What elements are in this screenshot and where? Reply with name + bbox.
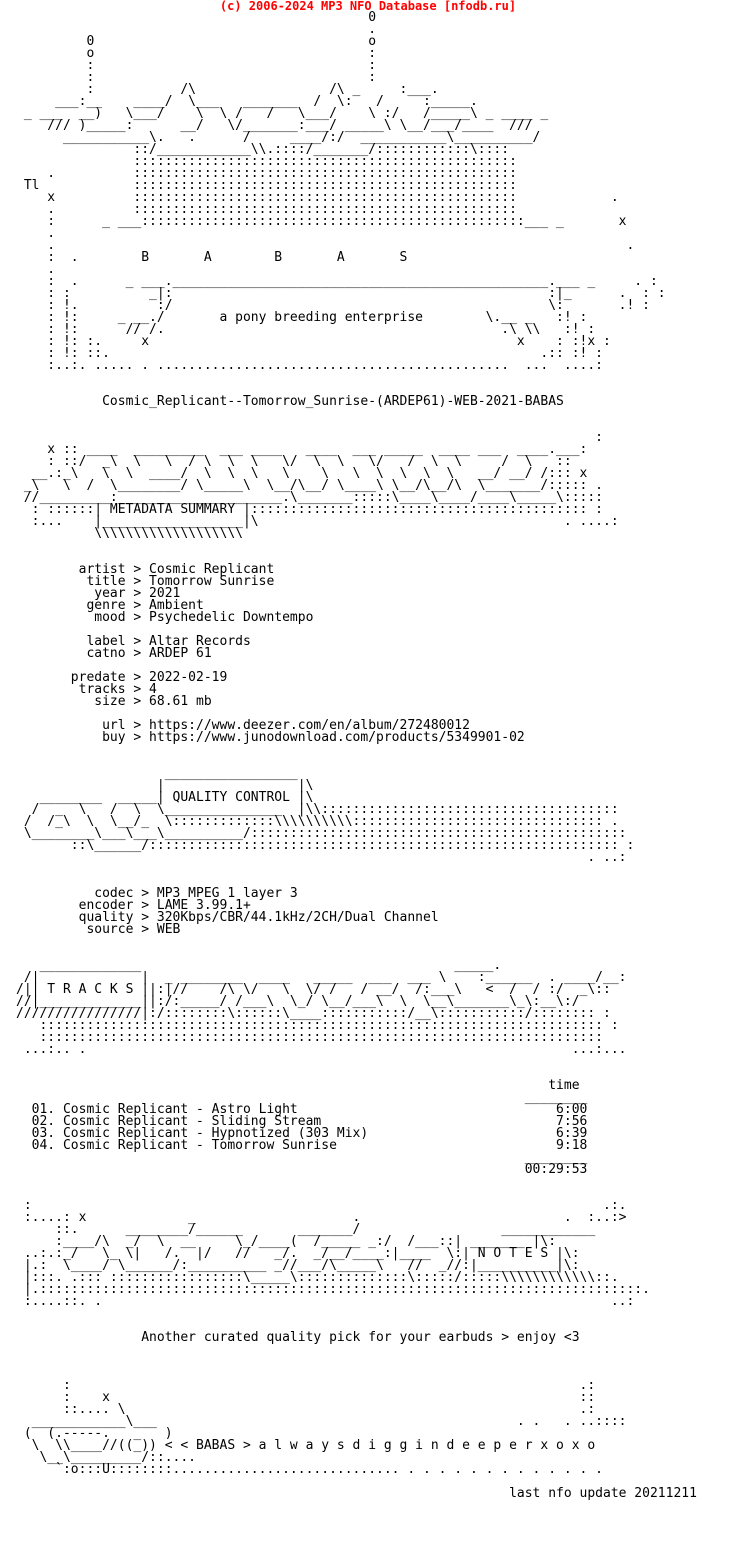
nfo-ascii-document: 0 . 0 o o : : : : : : /\ /\ _ :___. ___:__ ____/ \___ _______ / \: / :_____. _ ___ __) \___/ \ \ / / \___/ \ :/ /_____\ _ ____ _ /// )_____: __/ \/_______:___/ _____\ \__/___/____ /// ___________\. . / ____/:/ ___________\__________/ ::/____________\\.::::/_______/::::::::::::\:::: ::::::::::::::::::::::::::::::::::::::::::::::::: . ::::::::::::::::::::::::::::::::::::::::::::::::: Tl ::::::::::::::::::::::::::::::::::::::::::::::::: x ::::::::::::::::::::::::::::::::::::::::::::::::: . . ::::::::::::::::::::::::::::::::::::::::::::::::: : _ ___:::::::::::::::::::::::::::::::::::::::::::::::::___ _ x . . . : . B A B A S . : . _ ___.________________________________________________.___ _ . : : : _|: :|_ . : : : !. :/ \: .! : : !: _ __./ a pony breeding enterprise \.__ _ :! : : !: // /. .\ \\ :! : : !: :. x x : :!x : : !: ::. .:: :! : :..:. ..... . ............................................. ... ....: Cosmic_Replicant--Tomorrow_Sunrise-(ARDEP61)-WEB-2021-BABAS : x :: ____ _________ ___ ____ ____ ___ _____ ____ ___ ____.___: : ::/ _\ \ \ / \ \ \ \/ \ \ \/ / \ \ / \ :: __.:_\ \ \ ____/ \ \ \ \ \ \ \ \ \ \ __/ __/ /::: x _\ \ / \________/ \_____\ \__/\__/ \____\ \__/\__/\ \_______/::::: . //_________:_____________________.\_______:::::\____\____/____\_____\::::: : ::::::| METADATA SUMMARY |::::::::::::::::::::::::::::::::::::::::::: : :... |__________________|\ . ....: \\\\\\\\\\\\\\\\\\\ artist > Cosmic Replicant title > Tomorrow Sunrise year > 2021 genre > Ambient mood > Psychedelic Downtempo label > Altar Records catno > ARDEP 61 predate > 2022-02-19 tracks > 4 size > 68.61 mb url > https://www.deezer.com/en/album/272480012 buy > https://www.junodownload.com/products/5349901-02 _________________ | |\ ________ _____| QUALITY CONTROL |\ / _ \ / \ \_______________ |\\:::::::::::::::::::::::::::::::::::::: / /_\ \ \__/_ \:::::::::::::\\\\\\\\\\:::::::::::::::::::::::::::::::: . \________\___\___\__________/:::::::::::::::::::::::::::::::::::::::::::::::: ::\______/:::::::::::::::::::::::::::::::::::::::::::::::::::::::::::: : . ..: codec > MP3 MPEG 1 layer 3 encoder > LAME 3.99.1+ quality > 320Kbps/CBR/44.1kHz/2CH/Dual Channel source > WEB _____________ _____. /| | _ ________ ____ _____ ___ ___ \ :______ . ____/__: /|| T R A C K S ||:|// /\ \/ \ \/ / / __/ /:___\ < / / :/ _\:: //|_____________||:/:_____/ /___\ \_/ \__/___\ \ \__\_______\_\:__\:/ ////////////////|:/::::::::\::::::\____:::::::::::/__\:::::::::::/:::::::: : :::::::::::::::::::::::::::::::::::::::::::::::::::::::::::::::::::::::: : :::::::::::::::::::::::::::::::::::::::::::::::::::::::::::::::::::::::: ...:.. . ...:... time ________ 01. Cosmic Replicant - Astro Light 6:00 02. Cosmic Replicant - Sliding Stream 7:56 03. Cosmic Replicant - Hypnotized (303 Mix) 6:39 04. Cosmic Replicant - Tomorrow Sunrise 9:18 ________ 00:29:53 : .:. :....: x _ . . :..:> ::. ________/______ _______/ ____________ :____/\ _/ \ __ \_/____( /_____ _:/ /___::| _______ |\: ..:.:_/ \_ \| /. |/ // _/. _/__/____:|____ \:| N O T E S |\: |.: \____/ \______/:__________ _//___/\_____\ // _//:|__________|\: |:::. .::: :::::::::::::::::\_____\::::::::::::::\:::::/:::::\\\\\\\\\\\\::. |.:::::::::::::::::::::::::::::::::::::::::::::::::::::::::::::::::::::::::::::. :....::. . ..: Another curated quality pick for your earbuds > enjoy <3 : .: : x :: ::.... \ .: ____________\___ . . . ..:::: ( (.-----. _ ) \ \\____//((_)) < < BABAS > a l w a y s d i g g i n d e e p e r x o x o \__\_________/::.... `:o:::U::::::::............................. . . . . . . . . . . . . . last nfo update 20211211 bbox=[16, 10, 697, 1501]
copyright-banner: (c) 2006-2024 MP3 NFO Database [nfodb.ru] bbox=[219, 0, 517, 13]
